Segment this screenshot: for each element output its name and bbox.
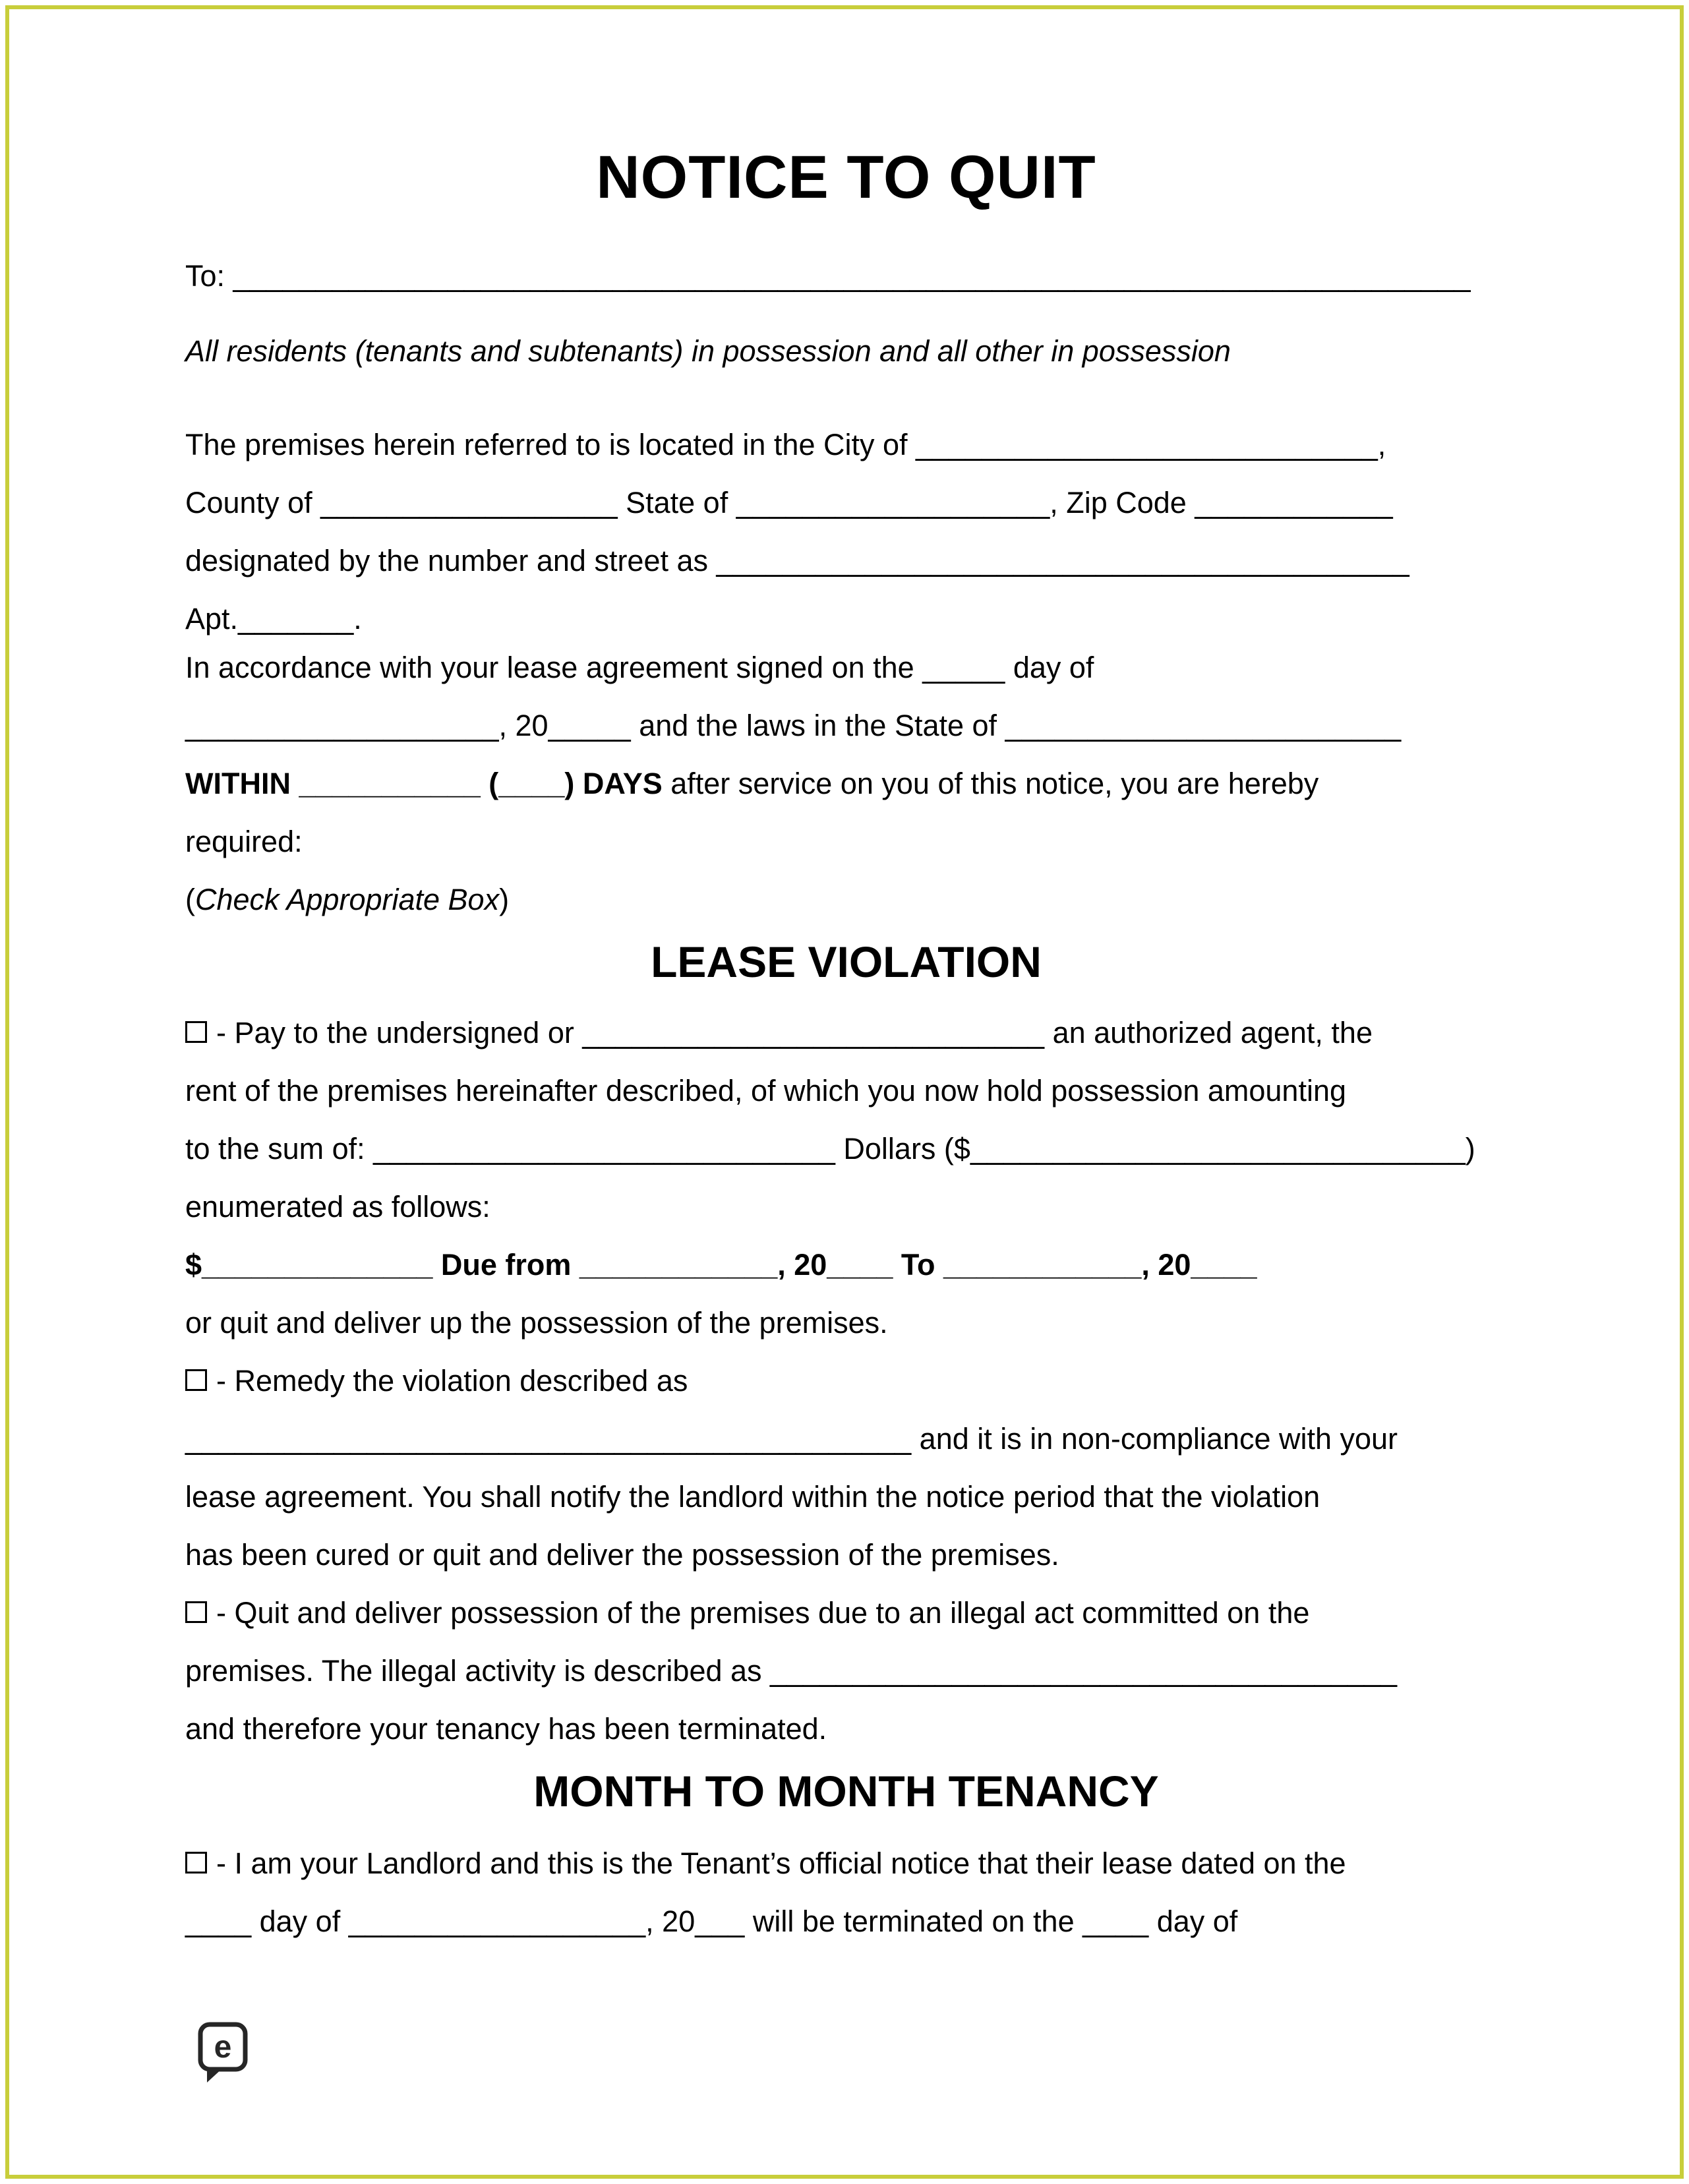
eforms-logo — [195, 2021, 251, 2086]
pay-option-line-1 — [185, 1004, 1507, 1062]
premises-line-1: The premises herein referred to is located in the City of ____________________________, — [185, 428, 1386, 461]
to-line: To: ___________________________________________________________________________ — [185, 259, 1471, 293]
pay-option-line-4: enumerated as follows: — [185, 1190, 490, 1224]
premises-line-2: County of __________________ State of ___________________, Zip Code ____________ — [185, 486, 1393, 519]
remedy-option-line-4: has been cured or quit and deliver the possession of the premises. — [185, 1538, 1059, 1572]
eforms-logo-letter: e — [214, 2030, 232, 2065]
check-note-close: ) — [499, 883, 510, 916]
remedy-option-line-3: lease agreement. You shall notify the landlord within the notice period that the violation — [185, 1480, 1320, 1514]
agreement-line-2: ___________________, 20_____ and the laws in the State of ________________________ — [185, 709, 1402, 742]
pay-option-text-1: - Pay to the undersigned or ____________________________ an authorized agent, the — [216, 1016, 1373, 1049]
remedy-option-line-2: ____________________________________________ and it is in non-compliance with your — [185, 1422, 1398, 1456]
amount-due-line: $______________ Due from ____________, 20____ To ____________, 20____ — [185, 1248, 1257, 1282]
pay-option-line-3: to the sum of: ____________________________ Dollars ($______________________________) — [185, 1132, 1475, 1166]
quit-checkbox-icon[interactable] — [185, 1601, 207, 1623]
within-bold-text: WITHIN ___________ (____) DAYS — [185, 767, 663, 800]
remedy-option-line-1 — [185, 1352, 1507, 1410]
quit-option-line-2: premises. The illegal activity is described as ______________________________________ — [185, 1654, 1398, 1688]
lease-violation-heading: LEASE VIOLATION — [651, 937, 1042, 986]
premises-line-3: designated by the number and street as __________________________________________ — [185, 544, 1409, 577]
check-note-line — [185, 871, 1507, 929]
quit-option-line-1 — [185, 1584, 1507, 1642]
within-rest-text: after service on you of this notice, you are hereby — [662, 767, 1319, 800]
mtm-option-line-1 — [185, 1835, 1507, 1893]
or-quit-line: or quit and deliver up the possession of the premises. — [185, 1306, 888, 1340]
residents-line: All residents (tenants and subtenants) in possession and all other in possession — [185, 334, 1231, 368]
agreement-line-1: In accordance with your lease agreement signed on the _____ day of — [185, 651, 1094, 684]
pay-option-line-2: rent of the premises hereinafter described, of which you now hold possession amounting — [185, 1074, 1346, 1107]
premises-line-4: Apt._______. — [185, 602, 362, 635]
check-note-open: ( — [185, 883, 195, 916]
document-content — [185, 137, 1507, 1951]
check-note-text: Check Appropriate Box — [195, 883, 500, 916]
month-to-month-heading: MONTH TO MONTH TENANCY — [533, 1767, 1159, 1815]
within-line — [185, 755, 1507, 813]
document-title: NOTICE TO QUIT — [596, 144, 1096, 211]
mtm-checkbox-icon[interactable] — [185, 1852, 207, 1874]
mtm-option-line-2: ____ day of __________________, 20___ will be terminated on the ____ day of — [185, 1904, 1238, 1938]
remedy-option-text-1: - Remedy the violation described as — [216, 1364, 688, 1398]
mtm-option-text-1: - I am your Landlord and this is the Tenant’s official notice that their lease dated on the — [216, 1846, 1346, 1880]
remedy-checkbox-icon[interactable] — [185, 1369, 207, 1391]
quit-option-text-1: - Quit and deliver possession of the premises due to an illegal act committed on the — [216, 1596, 1310, 1630]
required-line: required: — [185, 825, 303, 858]
quit-option-line-3: and therefore your tenancy has been terminated. — [185, 1712, 827, 1746]
pay-checkbox-icon[interactable] — [185, 1021, 207, 1043]
